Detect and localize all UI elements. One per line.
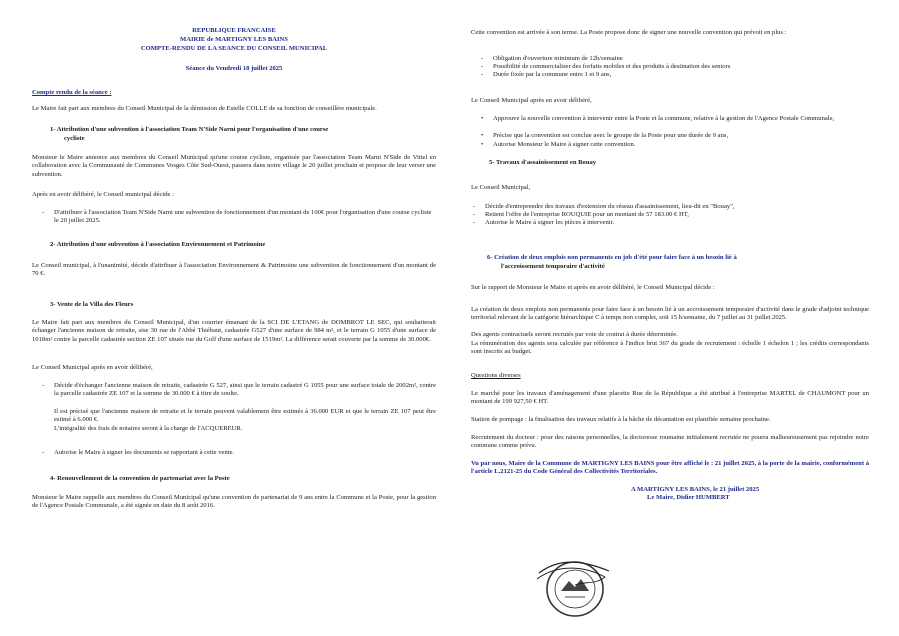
section-6-creation: La création de deux emplois non permanents pour faire face à un besoin lié à un accroissement temporaire d'activité dans le grade d'adjoint technique territorial relevant de la catégorie hiérarchique C à temps non complet, soit 15 h/semaine, du 7 juillet au 31 juillet 2025.	[471, 306, 869, 322]
section-3-title: 3- Vente de la Villa des Fleurs	[50, 301, 134, 308]
section-5-item-1: - Décide d'entreprendre des travaux d'extension du réseau d'assainissement, lieu-dit en "Bouay",	[471, 203, 869, 211]
seance-date: Séance du Vendredi 18 juillet 2025	[185, 65, 283, 72]
section-4-approve: • Approuve la nouvelle convention à intervenir entre la Poste et la commune, relative à la gestion de l'Agence Postale Communale,	[479, 115, 869, 123]
section-2-paragraph: Le Conseil municipal, à l'unanimité, décide d'attribuer à l'association Environnement & Patrimoine une subvention de fonctionnement d'un montant de 70 €.	[32, 262, 436, 278]
section-1-title-cont: cycliste	[64, 135, 85, 142]
signature-mayor: Le Maire, Didier HUMBERT	[647, 494, 730, 501]
questions-marche: Le marché pour les travaux d'aménagement d'une placette Rue de la République a été attribué à l'entreprise MARTEL de CHAUMONT pour un montant de 199 927,50 € HT.	[471, 390, 869, 406]
section-1-decision: Après en avoir délibéré, le Conseil municipal décide :	[32, 191, 174, 198]
section-4-item-3: - Durée fixée par la commune entre 1 et 9 ans,	[479, 71, 869, 79]
section-1-title: 1- Attribution d'une subvention à l'association Team N'Side Narni pour l'organisation d'une course	[50, 126, 329, 133]
questions-docteur: Recrutement du docteur : pour des raisons personnelles, la doctoresse roumaine initialement recrutée ne pourra malheureusement pas rejoindre notre commune comme prévu.	[471, 434, 869, 450]
signature-place-date: A MARTIGNY LES BAINS, le 21 juillet 2025	[631, 486, 760, 493]
section-4-item-1: - Obligation d'ouverture minimum de 12h/semaine	[479, 55, 869, 63]
section-4-item-2: - Possibilité de commercialiser des forfaits mobiles et des produits à destination des seniors	[479, 63, 869, 71]
section-5-paragraph: Le Conseil Municipal,	[471, 184, 531, 191]
header-compte-rendu: COMPTE-RENDU DE LA SEANCE DU CONSEIL MUNICIPAL	[140, 45, 328, 52]
section-5-title: 5- Travaux d'assainissement en Bouay	[489, 159, 597, 166]
section-4-title: 4- Renouvellement de la convention de partenariat avec la Poste	[50, 475, 230, 482]
section-2-title: 2- Attribution d'une subvention à l'association Environnement et Patrimoine	[50, 241, 266, 248]
section-6-agents: Des agents contractuels seront recrutés par voie de contrat à durée déterminée.	[471, 331, 678, 338]
questions-station: Station de pompage : la finalisation des travaux relatifs à la bâche de décantation est planifiée semaine prochaine.	[471, 416, 771, 423]
section-4-continued: Cette convention est arrivée à son terme. La Poste propose donc de signer une nouvelle convention qui prévoit en plus :	[471, 29, 787, 36]
section-6-title-cont: l'accroissement temporaire d'activité	[501, 263, 605, 270]
questions-diverses-title: Questions diverses	[471, 372, 521, 379]
section-3-paragraph: Le Maire fait part aux membres du Conseil Municipal, d'un courrier émanant de la SCI DE L'ETANG de DOMBROT LE SEC, qui souhaiterait échanger l'ancienne maison de retraite, sise 30 rue de l'Abbé Thiébaut, cadastrée G527 d'une surface de 984 m², et le terrain G 1055 d'une surface de 1018m² contre la parcelle cadastrée section ZE 107 située rue du Golf d'une surface de 1519m². La différence serait couverte par la somme de 30.000€.	[32, 319, 436, 343]
section-6-intro: Sur le rapport de Monsieur le Maire et après en avoir délibéré, le Conseil Municipal décide :	[471, 284, 715, 291]
intro-paragraph: Le Maire fait part aux membres du Conseil Municipal de la démission de Estelle COLLE de sa fonction de conseillère municipale.	[32, 105, 377, 112]
section-5-item-2: - Retient l'offre de l'entreprise ROUQUIE pour un montant de 57 183.00 € HT,	[471, 211, 869, 219]
section-3-decision: Le Conseil Municipal après en avoir délibéré,	[32, 364, 153, 371]
section-1-bullet: - D'attribuer à l'association Team N'Side Narni une subvention de fonctionnement d'un montant de 100€ pour l'organisation d'une course cycliste le 20 juillet 2025.	[40, 209, 436, 226]
section-6-remuneration: La rémunération des agents sera calculée par référence à l'indice brut 367 du grade de recrutement : échelle 1 échelon 1 ; les crédits correspondants sont inscrits au budget.	[471, 340, 869, 356]
section-4-authorise: • Autorise Monsieur le Maire à signer cette convention.	[479, 141, 869, 149]
section-3-fees: L'intégralité des frais de notaires seront à la charge de l'ACQUEREUR.	[54, 425, 243, 432]
section-5-item-3: - Autorise le Maire à signer les pièces à intervenir.	[471, 219, 869, 227]
header-mairie: MAIRIE de MARTIGNY LES BAINS	[180, 36, 288, 43]
section-3-bullet-1: - Décide d'échanger l'ancienne maison de retraite, cadastrée G 527, ainsi que le terrain cadastré G 1055 pour une surface totale de 2002m², contre la parcelle cadastrée ZE 107 et la somme de 30.000 € à titre de soulte.	[40, 382, 436, 399]
section-3-estimate: Il est précisé que l'ancienne maison de retraite et le terrain peuvent valablement être estimés à 36.000 EUR et que le terrain ZE 107 peut être estimé à 6.000 €.	[54, 408, 436, 424]
section-3-bullet-2: - Autorise le Maire à signer les documents se rapportant à cette vente.	[40, 449, 436, 457]
header-republique: REPUBLIQUE FRANCAISE	[192, 27, 276, 34]
mairie-stamp-icon	[535, 551, 613, 623]
section-1-paragraph: Monsieur le Maire annonce aux membres du Conseil Municipal qu'une course cycliste, organisée par l'association Team Marni N'Side de Vittel en collaboration avec la Communauté de Communes Vosges Côte Sud-Ouest, passera dans notre village le 20 juillet prochain et propose de leur verser une subvention.	[32, 154, 436, 178]
affichage-notice: Vu par nous, Maire de la Commune de MARTIGNY LES BAINS pour être affiché le : 21 juillet 2025, à la porte de la mairie, conformément à l'article L.2121-25 du Code Général des Collectivités Territoriales.	[471, 460, 869, 476]
compte-rendu-label: Compte rendu de la séance :	[32, 89, 112, 96]
section-4-paragraph: Monsieur le Maire rappelle aux membres du Conseil Municipal qu'une convention de partenariat de 9 ans entre la Commune et la Poste, pour la gestion de l'Agence Postale Communale, a été signée en date du 8 août 2016.	[32, 494, 436, 510]
section-4-precise: • Précise que la convention est conclue avec le groupe de la Poste pour une durée de 9 ans,	[479, 132, 869, 140]
section-6-title: 6- Création de deux emplois non permanents en job d'été pour faire face à un besoin lié à	[487, 254, 737, 261]
section-4-decision: Le Conseil Municipal après en avoir délibéré,	[471, 97, 592, 104]
